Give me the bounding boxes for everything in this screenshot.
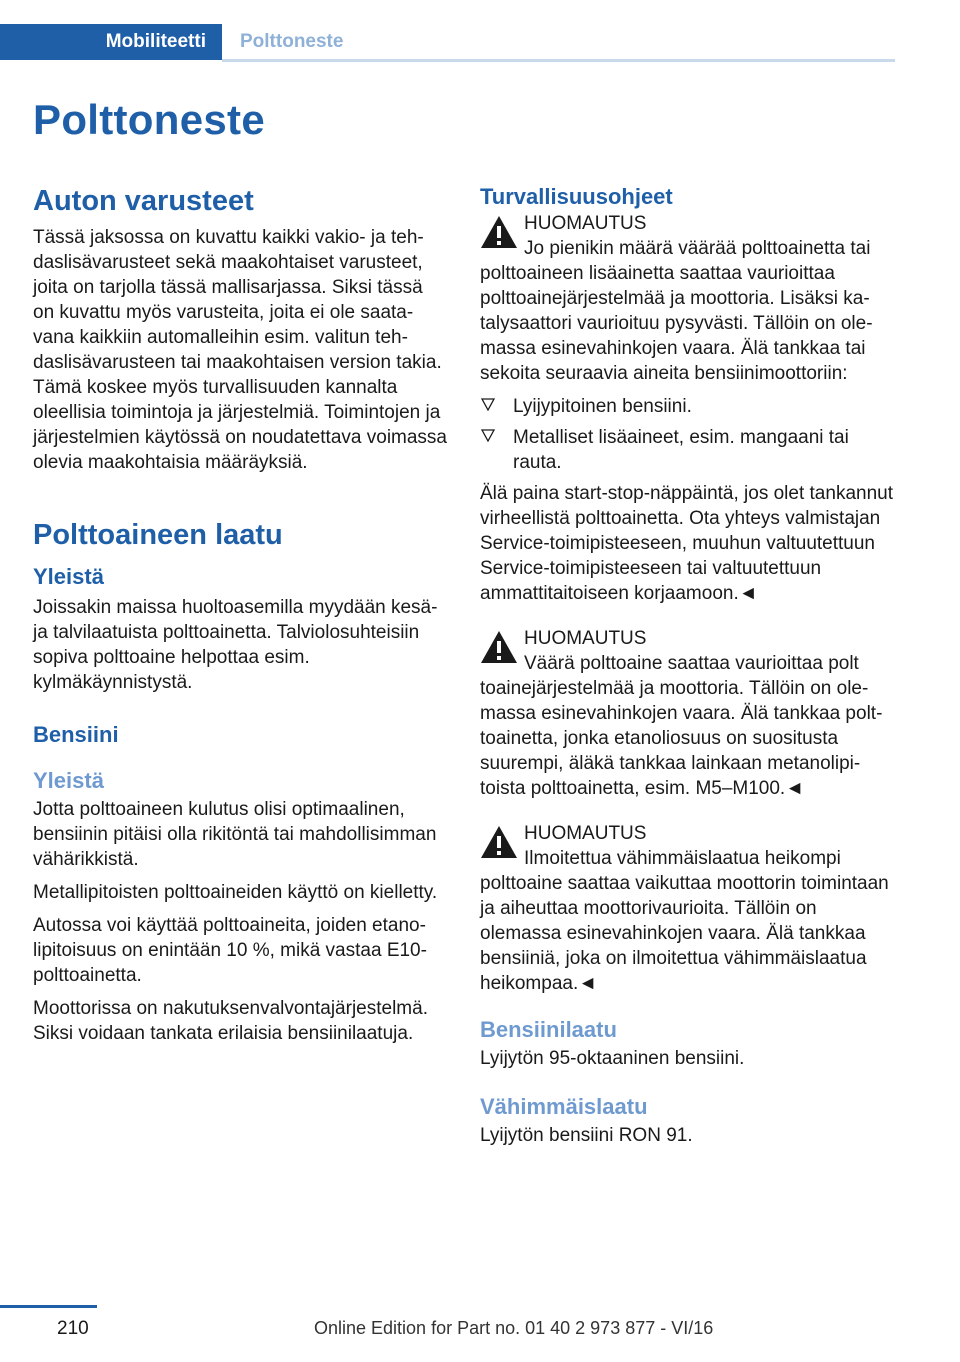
warning-text: toainejärjestelmää ja moottoria. Tällöin on olemassa esinevahinkojen vaara. Älä tankkaa polttoainetta, jonka etanoliosuus on suositusta suurempi, äläkä tankkaa lainkaan metanolipitoista polttoainetta, esim. M5–M100.◄	[480, 678, 883, 799]
list-item	[480, 394, 898, 419]
paragraph: Autossa voi käyttää polttoaineita, joiden etanolipitoisuus on enintään 10 %, mikä vastaa E10-polttoainetta.	[33, 915, 427, 986]
warning-text-first-line: Väärä polttoaine saattaa vaurioittaa polt	[524, 653, 859, 674]
warning-block-1	[480, 211, 898, 606]
subsection-text-vahimmaislaatu: Lyijytön bensiini RON 91.	[480, 1125, 693, 1146]
warning-label: HUOMAUTUS	[524, 628, 647, 649]
warning-triangle-icon	[480, 825, 518, 859]
footer-edition-text: Online Edition for Part no. 01 40 2 973 877 - VI/16	[314, 1318, 714, 1338]
warning-label: HUOMAUTUS	[524, 213, 647, 234]
section-title-turvallisuusohjeet: Turvallisuusohjeet	[480, 184, 673, 209]
paragraph: Metallipitoisten polttoaineiden käyttö on kielletty.	[33, 882, 438, 903]
header-divider	[222, 59, 895, 62]
warning-text-first-line: Jo pienikin määrä väärää polttoainetta tai	[524, 238, 871, 259]
warning-label: HUOMAUTUS	[524, 823, 647, 844]
bullet-triangle-icon	[481, 397, 495, 411]
subsection-title-bensiini-yleista: Yleistä	[33, 768, 104, 793]
list-item-text: Metalliset lisäaineet, esim. mangaani tai rauta.	[513, 427, 849, 473]
page-title: Polttoneste	[33, 96, 265, 143]
warning-triangle-icon	[480, 215, 518, 249]
paragraph: Moottorissa on nakutuksenvalvontajärjestelmä. Siksi voidaan tankata erilaisia bensiinilaatuja.	[33, 998, 428, 1044]
subsection-title-bensiinilaatu: Bensiinilaatu	[480, 1017, 617, 1042]
tab-polttoneste[interactable]: Polttoneste	[240, 31, 344, 52]
warning-text: polttoaine saattaa vaikuttaa moottorin toimintaan ja aiheuttaa moottorivaurioita. Tällöin on olemassa esinevahinkojen vaara. Älä tankkaa bensiiniä, joka on ilmoitettua vähimmäislaatua heikompaa.◄	[480, 873, 889, 994]
subsection-text-bensiinilaatu: Lyijytön 95-oktaaninen bensiini.	[480, 1048, 745, 1069]
subsection-title-vahimmaislaatu: Vähimmäislaatu	[480, 1094, 648, 1119]
page-number: 210	[57, 1318, 89, 1339]
warning-text: polttoaineen lisäainetta saattaa vaurioittaa polttoainejärjestelmää ja moottoria. Lisäksi katalysaattori vaurioituu pysyvästi. Tällöin on olemassa esinevahinkojen vaara. Älä tankkaa tai sekoita seuraavia aineita bensiinimoottoriin:	[480, 263, 873, 384]
subsection-title-bensiini: Bensiini	[33, 722, 119, 747]
warning-text-first-line: Ilmoitettua vähimmäislaatua heikompi	[524, 848, 841, 869]
warning-text-after: Älä paina start-stop-näppäintä, jos olet tankannut virheellistä polttoainetta. Ota yhteys valmistajan Service-toimipisteeseen, muuhun valtuutettuun Service-toimipisteeseen tai valtuutettuun ammattitaitoiseen korjaamoon.◄	[480, 483, 893, 604]
subsection-title-yleista: Yleistä	[33, 564, 104, 589]
right-column	[480, 183, 898, 1156]
section-title-auton-varusteet: Auton varusteet	[33, 185, 254, 217]
tab-mobiliteetti[interactable]: Mobiliteetti	[0, 24, 222, 60]
section-title-polttoaineen-laatu: Polttoaineen laatu	[33, 519, 283, 551]
paragraph: Jotta polttoaineen kulutus olisi optimaalinen, bensiinin pitäisi olla rikitöntä tai mahdollisimman vähärikkistä.	[33, 799, 437, 870]
warning-triangle-icon	[480, 630, 518, 664]
footer-divider	[0, 1305, 97, 1308]
header-tabbar	[0, 24, 895, 62]
subsection-text-yleista: Joissakin maissa huoltoasemilla myydään kesä- ja talvilaatuista polttoainetta. Talviolosuhteisiin sopiva polttoaine helpottaa esim. kylmäkäynnistystä.	[33, 597, 438, 693]
warning-block-3	[480, 821, 898, 996]
section-text-auton-varusteet: Tässä jaksossa on kuvattu kaikki vakio- ja tehdaslisävarusteet sekä maakohtaiset varusteet, joita on tarjolla tässä mallisarjassa. Siksi tässä on kuvattu myös varusteita, joita ei ole saatavana kaikkiin automalleihin esim. valitun tehdaslisävarusteen tai maakohtaisen version takia. Tämä koskee myös turvallisuuden kannalta oleellisia toimintoja ja järjestelmiä. Toimintojen ja järjestelmien käytössä on noudatettava voimassa olevia maakohtaisia määräyksiä.	[33, 227, 448, 473]
warning-block-2	[480, 626, 898, 801]
left-column	[33, 183, 448, 1054]
list-item-text: Lyijypitoinen bensiini.	[513, 396, 692, 417]
warning-bullet-list	[480, 394, 898, 475]
list-item	[480, 425, 898, 475]
bullet-triangle-icon	[481, 428, 495, 442]
